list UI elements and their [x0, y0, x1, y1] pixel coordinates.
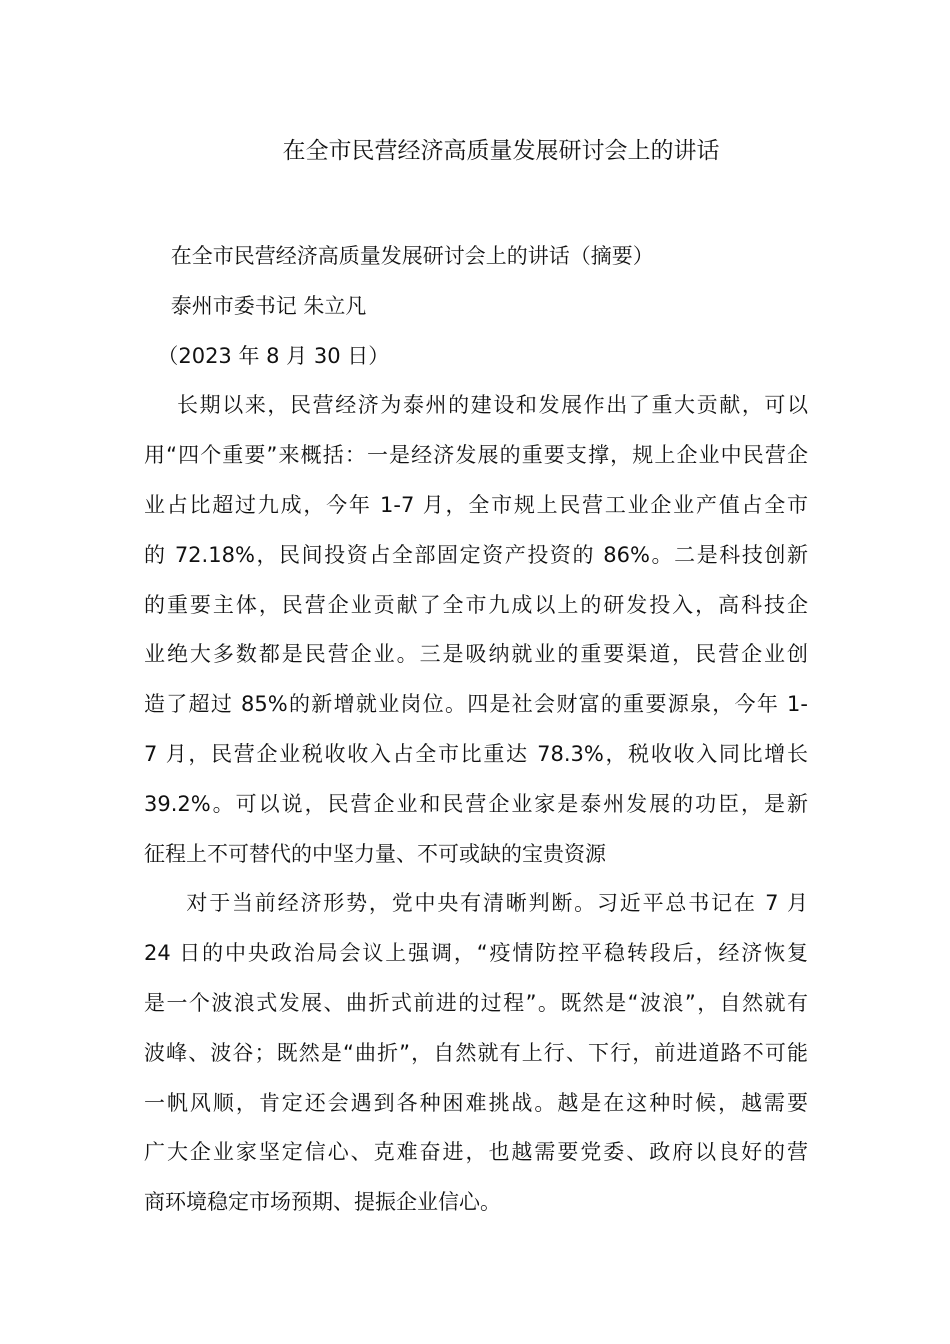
text-line: 征程上不可替代的中坚力量、不可或缺的宝贵资源 [144, 841, 606, 866]
text-line: 造了超过 85%的新增就业岗位。四是社会财富的重要源泉，今年 1- [144, 692, 808, 717]
text-line: 对于当前经济形势，党中央有清晰判断。习近平总书记在 7 月 [144, 891, 808, 916]
text-line: 业占比超过九成，今年 1-7 月，全市规上民营工业企业产值占全市 [144, 492, 808, 517]
text-line: 在全市民营经济高质量发展研讨会上的讲话（摘要） [144, 244, 654, 268]
text-line: 7 月，民营企业税收收入占全市比重达 78.3%，税收收入同比增长 [144, 741, 808, 766]
document-title: 在全市民营经济高质量发展研讨会上的讲话 [282, 138, 720, 164]
text-line: 一帆风顺，肯定还会遇到各种困难挑战。越是在这种时候，越需要 [144, 1090, 808, 1115]
text-line: 的重要主体，民营企业贡献了全市九成以上的研发投入，高科技企 [144, 592, 808, 617]
text-line: 业绝大多数都是民营企业。三是吸纳就业的重要渠道，民营企业创 [144, 642, 808, 667]
document-body [144, 232, 808, 1228]
text-line: 泰州市委书记 朱立凡 [144, 293, 367, 318]
text-line: 24 日的中央政治局会议上强调，“疫情防控平稳转段后，经济恢复 [144, 941, 808, 966]
text-line: 商环境稳定市场预期、提振企业信心。 [144, 1190, 501, 1215]
text-line: 是一个波浪式发展、曲折式前进的过程”。既然是“波浪”，自然就有 [144, 990, 808, 1015]
text-line: 广大企业家坚定信心、克难奋进，也越需要党委、政府以良好的营 [144, 1140, 808, 1165]
text-line: （2023 年 8 月 30 日） [144, 343, 390, 368]
text-line: 波峰、波谷；既然是“曲折”，自然就有上行、下行，前进道路不可能 [144, 1040, 808, 1065]
text-line: 的 72.18%，民间投资占全部固定资产投资的 86%。二是科技创新 [144, 542, 808, 567]
text-line: 39.2%。可以说，民营企业和民营企业家是泰州发展的功臣，是新 [144, 791, 808, 816]
text-line: 用“四个重要”来概括：一是经济发展的重要支撑，规上企业中民营企 [144, 443, 808, 468]
text-line: 长期以来，民营经济为泰州的建设和发展作出了重大贡献，可以 [144, 393, 808, 418]
